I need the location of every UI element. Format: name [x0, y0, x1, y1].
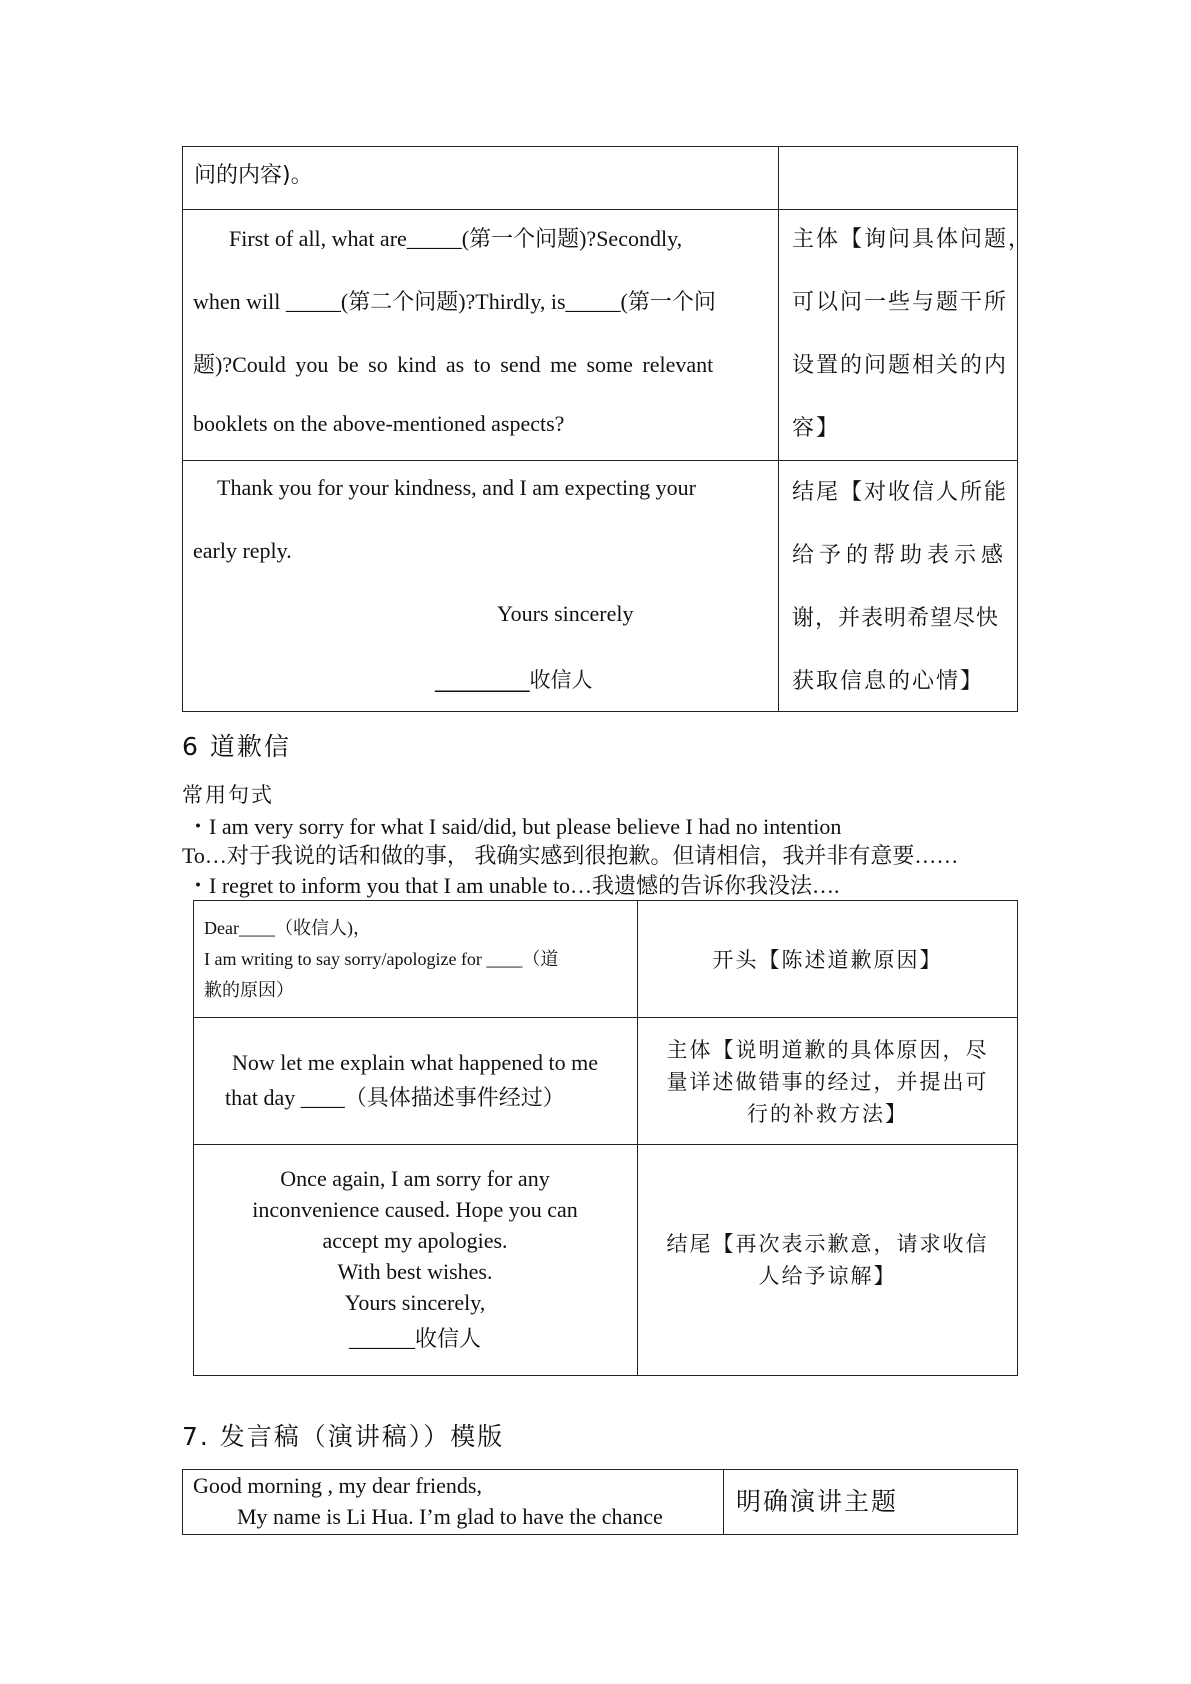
section7-title: 7. 发言稿（演讲稿））模版 [182, 1422, 505, 1451]
table2-row1-line1: Dear____（收信人)， [204, 918, 371, 938]
table1-row2-right-line4: 容】 [792, 416, 841, 441]
table2-row3-right-line1: 结尾【再次表示歉意，请求收信 [666, 1232, 989, 1256]
table1-row1-left: 问的内容)。 [194, 163, 313, 188]
table2-row1-right: 开头【陈述道歉原因】 [712, 948, 943, 972]
phrase-1: ・I am very sorry for what I said/did, but please believe I had no intention [187, 814, 842, 839]
table1-signature: _________收信人 [435, 668, 593, 692]
table1-row2-line2: when will _____(第二个问题)?Thirdly, is_____(第一个问 [193, 289, 716, 314]
section6-title: 6 道歉信 [182, 732, 291, 761]
table2-row2-right-line3: 行的补救方法】 [747, 1102, 908, 1126]
table1-row2-right-line1: 主体【询问具体问题， [792, 227, 1033, 252]
table1-row3-right-line3: 谢，并表明希望尽快 [792, 606, 1000, 631]
table2-row3-line1: Once again, I am sorry for any [280, 1166, 550, 1191]
table2-row2-right-line1: 主体【说明道歉的具体原因，尽 [666, 1038, 989, 1062]
table2-row3-right-line2: 人给予谅解】 [758, 1264, 897, 1288]
table1-row2-right-line3: 设置的问题相关的内 [792, 353, 1009, 378]
table1-row3-line2: early reply. [193, 538, 292, 563]
phrase-2: ・I regret to inform you that I am unable to…我遗憾的告诉你我没法…. [187, 873, 840, 898]
table3-line1: Good morning , my dear friends, [193, 1473, 482, 1498]
table2-row2-right-line2: 量详述做错事的经过，并提出可 [666, 1070, 989, 1094]
phrase-1-translation: To…对于我说的话和做的事， 我确实感到很抱歉。但请相信，我并非有意要…… [182, 843, 959, 868]
table2-row3-line4: With best wishes. [337, 1259, 493, 1284]
table2-row3-line6: ______收信人 [348, 1326, 481, 1351]
table1-row3-line1: Thank you for your kindness, and I am expecting your [217, 475, 696, 500]
table3-line2: My name is Li Hua. I’m glad to have the chance [237, 1504, 663, 1529]
table2-row3-line2: inconvenience caused. Hope you can [252, 1197, 578, 1222]
table2-row2-line2: that day ____（具体描述事件经过） [225, 1085, 565, 1110]
table2-row1-line2: I am writing to say sorry/apologize for ____（道 [204, 949, 559, 969]
table2-row3-line5: Yours sincerely, [344, 1290, 486, 1315]
table1-row3-right-line2: 给予的帮助表示感 [792, 543, 1009, 568]
table1-row2-line4: booklets on the above-mentioned aspects? [193, 411, 565, 436]
table1-row2-line1: First of all, what are_____(第一个问题)?Secondly, [229, 226, 683, 251]
table1-closing: Yours sincerely [497, 601, 634, 626]
table1-row2-right-line2: 可以问一些与题干所 [792, 290, 1009, 315]
table2-row3-line3: accept my apologies. [322, 1228, 508, 1253]
table2-row2-line1: Now let me explain what happened to me [232, 1050, 598, 1075]
section6-subtitle: 常用句式 [182, 783, 274, 807]
table3-right: 明确演讲主题 [736, 1487, 899, 1516]
table1-row3-right-line4: 获取信息的心情】 [792, 669, 985, 694]
table2-row1-line3: 歉的原因） [204, 980, 294, 1001]
table1-row2-line3: 题)?Could you be so kind as to send me some relevant [193, 352, 714, 377]
table1-row3-right-line1: 结尾【对收信人所能 [792, 480, 1009, 505]
